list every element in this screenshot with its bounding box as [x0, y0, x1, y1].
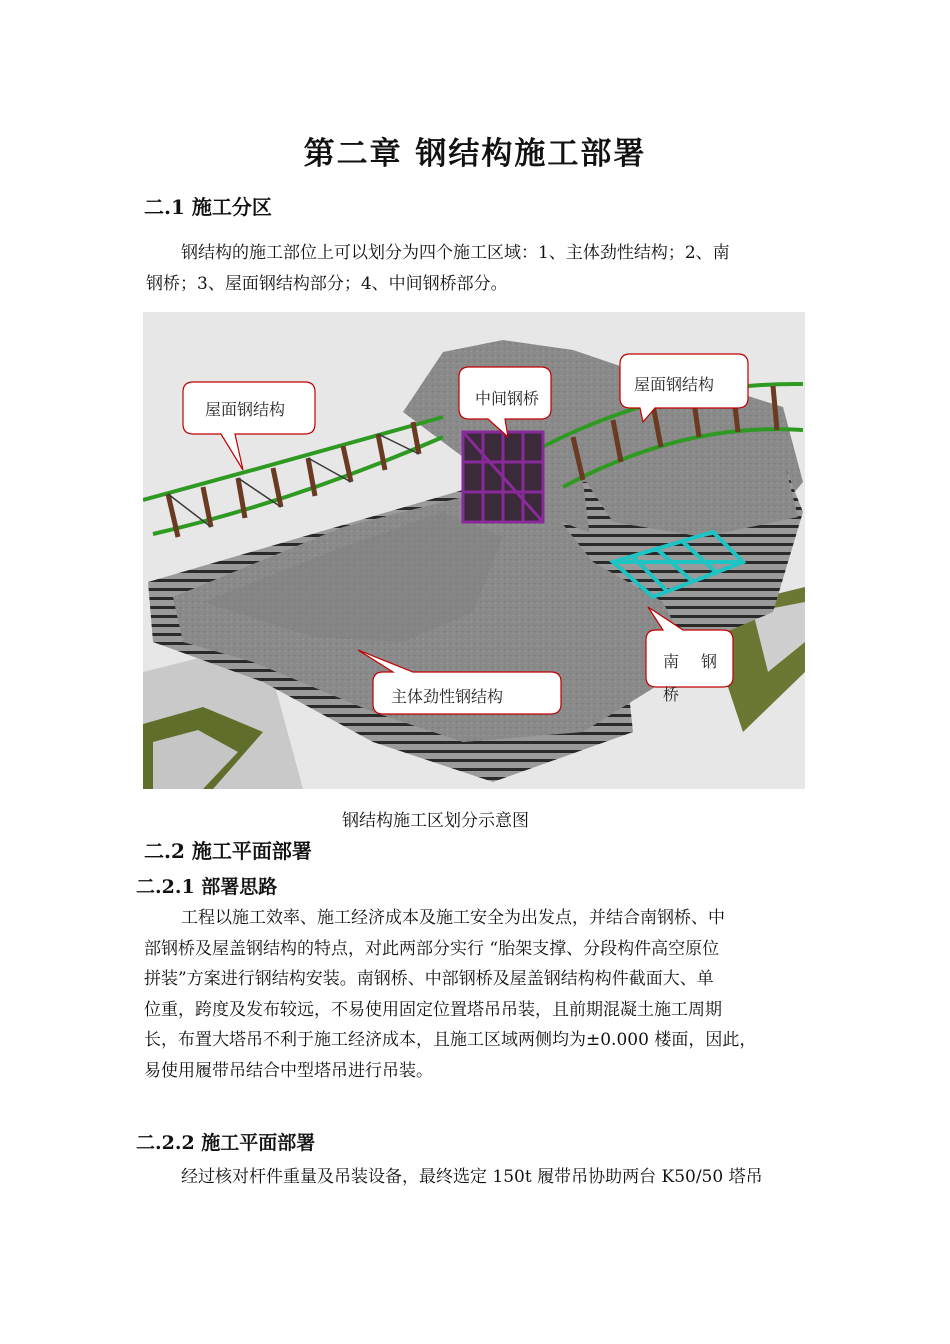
callout-roof-left-label: 屋面钢结构 [205, 400, 286, 419]
paragraph-line: 钢结构的施工部位上可以划分为四个施工区域：1、主体劲性结构；2、南 [181, 243, 730, 263]
callout-roof-right-label: 屋面钢结构 [634, 375, 715, 394]
paragraph-line: 长，布置大塔吊不利于施工经济成本，且施工区域两侧均为±0.000 楼面，因此， [144, 1030, 757, 1050]
callout-main-structure-label: 主体劲性钢结构 [391, 687, 504, 706]
subsection-heading-2-2-2: 二.2.2 施工平面部署 [136, 1132, 316, 1154]
paragraph-line: 工程以施工效率、施工经济成本及施工安全为出发点，并结合南钢桥、中 [181, 908, 725, 928]
construction-zone-figure [143, 312, 805, 789]
paragraph-line: 经过核对杆件重量及吊装设备，最终选定 150t 履带吊协助两台 K50/50 塔吊 [181, 1167, 763, 1187]
paragraph-line: 拼装”方案进行钢结构安装。南钢桥、中部钢桥及屋盖钢结构构件截面大、单 [144, 969, 714, 989]
subsection-heading-2-2-1: 二.2.1 部署思路 [136, 876, 278, 898]
callout-south-bridge-label-1: 南 [663, 652, 680, 671]
section-2-1-paragraph [146, 238, 730, 299]
section-2-2-2-paragraph [144, 1162, 763, 1193]
paragraph-line: 钢桥；3、屋面钢结构部分；4、中间钢桥部分。 [146, 273, 508, 294]
chapter-title: 第二章 钢结构施工部署 [303, 136, 647, 172]
paragraph-line: 易使用履带吊结合中型塔吊进行吊装。 [144, 1060, 433, 1081]
section-2-2-1-paragraph [144, 903, 756, 1086]
zone-diagram-illustration [143, 312, 805, 789]
callout-south-bridge-label-2: 钢 [701, 652, 718, 671]
paragraph-line: 位重，跨度及发布较远，不易使用固定位置塔吊吊装，且前期混凝土施工周期 [144, 999, 722, 1020]
paragraph-line: 部钢桥及屋盖钢结构的特点，对此两部分实行 “胎架支撑、分段构件高空原位 [144, 938, 720, 959]
section-heading-2-1: 二.1 施工分区 [144, 195, 272, 219]
callout-south-bridge-label-3: 桥 [663, 685, 680, 704]
section-heading-2-2: 二.2 施工平面部署 [144, 839, 312, 863]
callout-middle-bridge-label: 中间钢桥 [475, 389, 540, 408]
figure-caption: 钢结构施工区划分示意图 [342, 811, 529, 831]
